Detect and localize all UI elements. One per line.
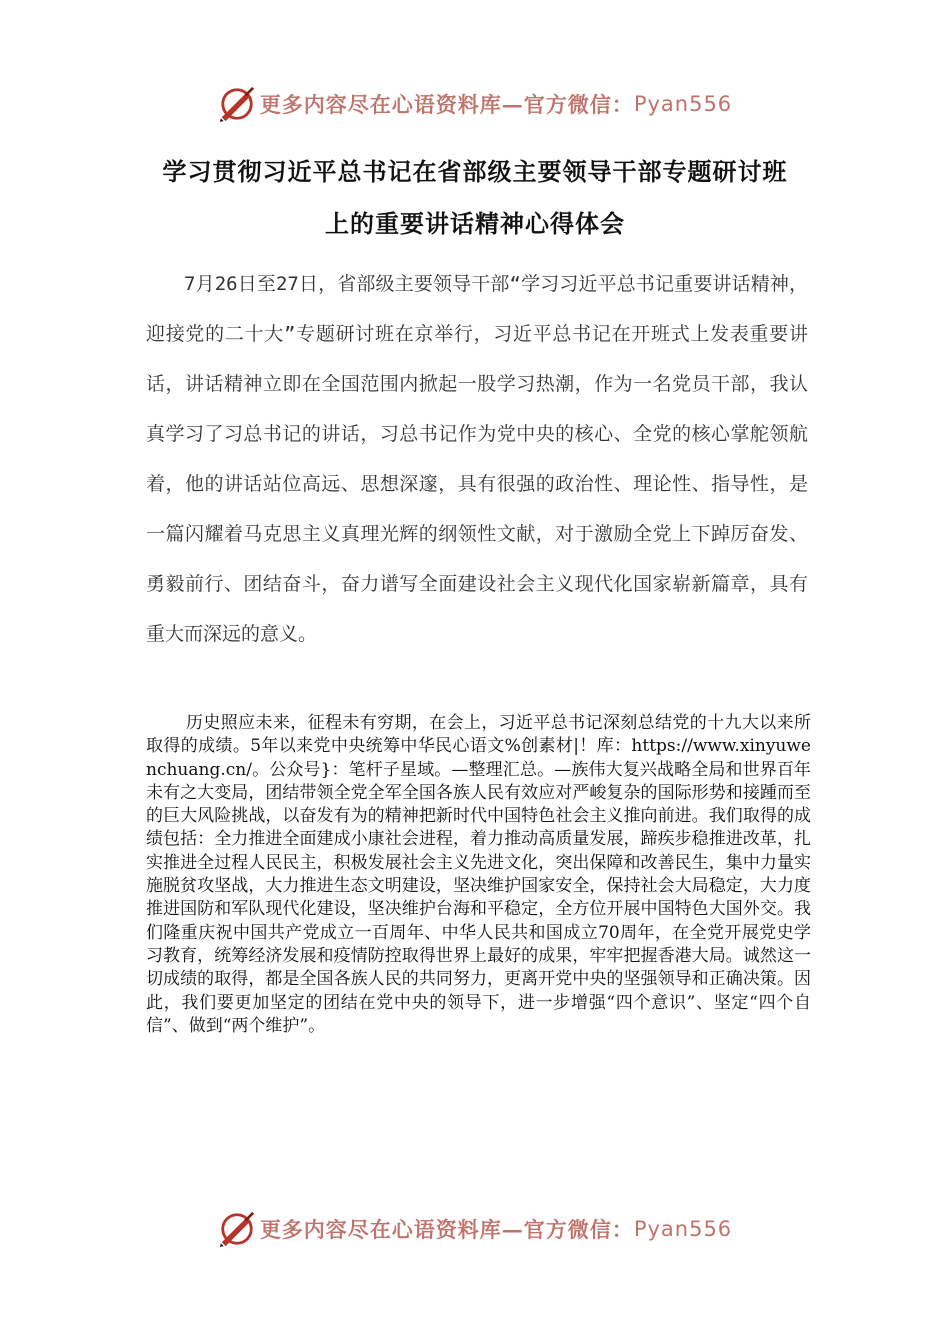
title-line-2: 上的重要讲话精神心得体会 (325, 210, 625, 238)
footer-banner (0, 1207, 950, 1251)
wechat-id: Pyan556 (633, 92, 733, 116)
paragraph-2: 历史照应未来，征程未有穷期，在会上，习近平总书记深刻总结党的十九大以来所取得的成绩。5年以来党中央统筹中华民心语文%创素材|！库：https://www.xinyuwenchuang.cn/。公众号}：笔杆子星域。—整理汇总。—族伟大复兴战略全局和世界百年未有之大变局，团结带领全党全军全国各族人民有效应对严峻复杂的国际形势和接踵而至的巨大风险挑战，以奋发有为的精神把新时代中国特色社会主义推向前进。我们取得的成绩包括：全力推进全面建成小康社会进程，着力推动高质量发展，蹄疾步稳推进改革，扎实推进全过程人民民主，积极发展社会主义先进文化，突出保障和改善民生，集中力量实施脱贫攻坚战，大力推进生态文明建设，坚决维护国家安全，保持社会大局稳定，大力度推进国防和军队现代化建设，坚决维护台海和平稳定，全方位开展中国特色大国外交。我们隆重庆祝中国共产党成立一百周年、中华人民共和国成立70周年，在全党开展党史学习教育，统筹经济发展和疫情防控取得世界上最好的成果，牢牢把握香港大局。诚然这一切成绩的取得，都是全国各族人民的共同努力，更离开党中央的坚强领导和正确决策。因此，我们要更加坚定的团结在党中央的领导下，进一步增强“四个意识”、坚定“四个自信”、做到“两个维护”。 (146, 713, 811, 1036)
paragraph-1: 7月26日至27日，省部级主要领导干部“学习习近平总书记重要讲话精神，迎接党的二十大”专题研讨班在京举行，习近平总书记在开班式上发表重要讲话，讲话精神立即在全国范围内掀起一股学习热潮，作为一名党员干部，我认真学习了习总书记的讲话，习总书记作为党中央的核心、全党的核心掌舵领航着，他的讲话站位高远、思想深邃，具有很强的政治性、理论性、指导性，是一篇闪耀着马克思主义真理光辉的纲领性文献，对于激励全党上下踔厉奋发、勇毅前行、团结奋斗，奋力谱写全面建设社会主义现代化国家崭新篇章，具有重大而深远的意义。 (146, 273, 808, 645)
banner-text: 更多内容尽在心语资料库—官方微信： (259, 92, 634, 117)
title-line-1: 学习贯彻习近平总书记在省部级主要领导干部专题研讨班 (162, 158, 788, 186)
header-banner (0, 82, 950, 126)
banner-text: 更多内容尽在心语资料库—官方微信： (259, 1217, 634, 1242)
wechat-id: Pyan556 (633, 1217, 733, 1241)
pen-logo-icon (218, 1210, 256, 1248)
pen-logo-icon (218, 85, 256, 123)
document-title (0, 146, 950, 250)
